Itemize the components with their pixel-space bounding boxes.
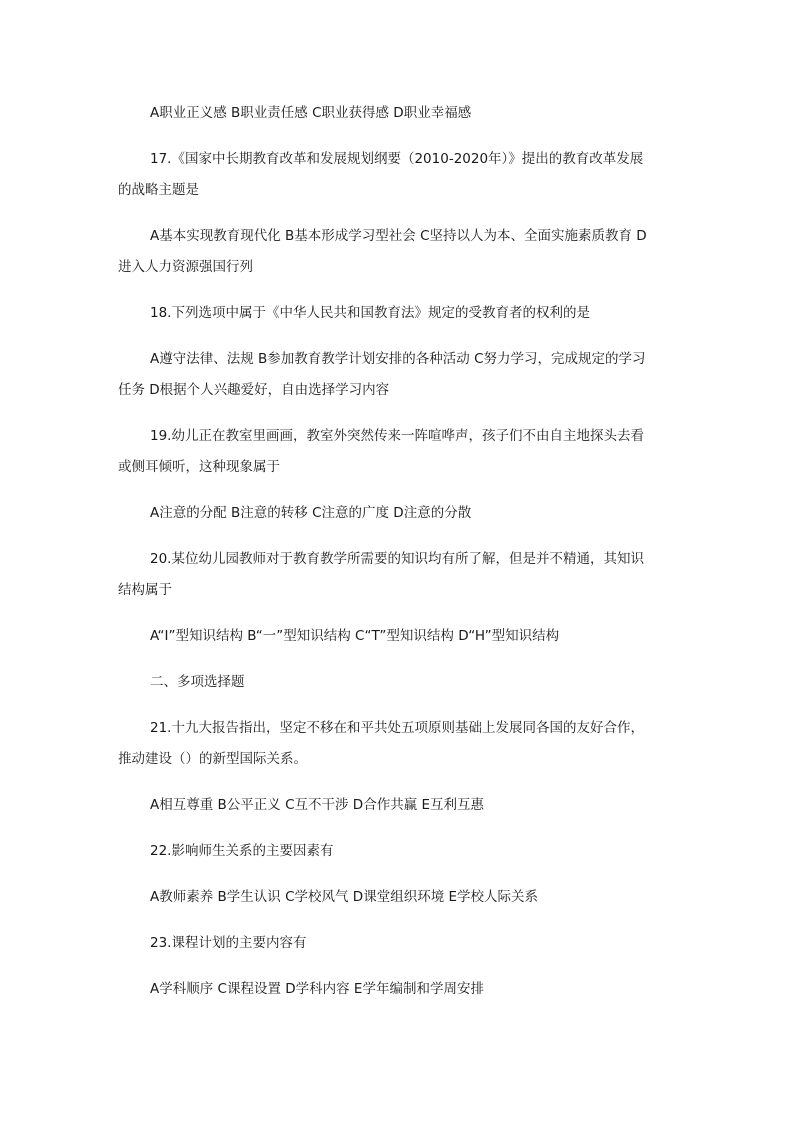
q18-stem: 18.下列选项中属于《中华人民共和国教育法》规定的受教育者的权利的是 bbox=[150, 305, 590, 321]
q19-stem-line1: 19.幼儿正在教室里画画，教室外突然传来一阵喧哗声，孩子们不由自主地探头去看 bbox=[150, 428, 644, 444]
q19-stem-line2: 或侧耳倾听，这种现象属于 bbox=[118, 459, 280, 475]
q18-options-line2: 任务 D根据个人兴趣爱好，自由选择学习内容 bbox=[118, 382, 390, 398]
q17-stem-line2: 的战略主题是 bbox=[118, 182, 199, 198]
q20-options: A“I”型知识结构 B“一”型知识结构 C“T”型知识结构 D“H”型知识结构 bbox=[150, 628, 560, 644]
q22-stem: 22.影响师生关系的主要因素有 bbox=[150, 843, 334, 859]
q23-stem: 23.课程计划的主要内容有 bbox=[150, 935, 307, 951]
q16-options: A职业正义感 B职业责任感 C职业获得感 D职业幸福感 bbox=[150, 105, 472, 121]
q20-stem-line2: 结构属于 bbox=[118, 582, 172, 598]
q23-options: A学科顺序 C课程设置 D学科内容 E学年编制和学周安排 bbox=[150, 981, 484, 997]
q17-stem-line1: 17.《国家中长期教育改革和发展规划纲要（2010-2020年）》提出的教育改革发展 bbox=[150, 151, 644, 167]
q17-options-line2: 进入人力资源强国行列 bbox=[118, 259, 253, 275]
q21-stem-line1: 21.十九大报告指出，坚定不移在和平共处五项原则基础上发展同各国的友好合作， bbox=[150, 720, 644, 736]
q18-options-line1: A遵守法律、法规 B参加教育教学计划安排的各种活动 C努力学习，完成规定的学习 bbox=[150, 351, 646, 367]
section-heading-multiple-choice: 二、多项选择题 bbox=[150, 674, 245, 690]
q22-options: A教师素养 B学生认识 C学校风气 D课堂组织环境 E学校人际关系 bbox=[150, 889, 539, 905]
q20-stem-line1: 20.某位幼儿园教师对于教育教学所需要的知识均有所了解，但是并不精通，其知识 bbox=[150, 551, 644, 567]
q21-options: A相互尊重 B公平正义 C互不干涉 D合作共赢 E互利互惠 bbox=[150, 797, 485, 813]
q17-options-line1: A基本实现教育现代化 B基本形成学习型社会 C坚持以人为本、全面实施素质教育 D bbox=[150, 228, 647, 244]
q19-options: A注意的分配 B注意的转移 C注意的广度 D注意的分散 bbox=[150, 505, 472, 521]
q21-stem-line2: 推动建设（）的新型国际关系。 bbox=[118, 751, 307, 767]
